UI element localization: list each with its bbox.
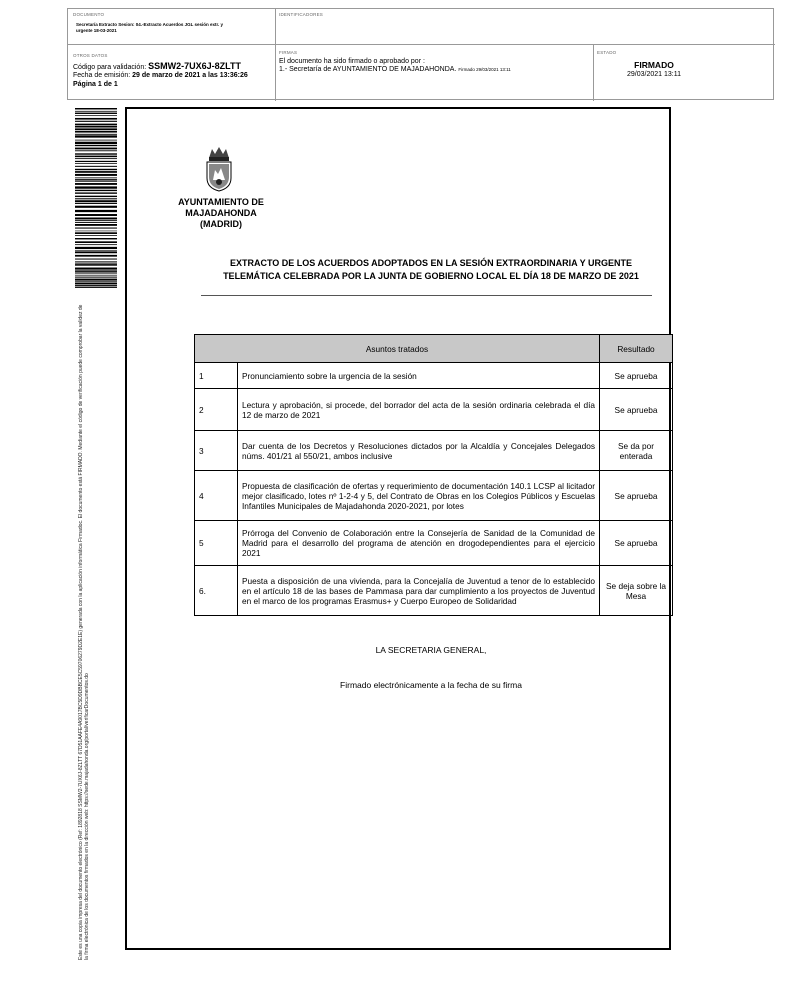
coat-of-arms-icon bbox=[204, 146, 234, 192]
row-resultado: Se aprueba bbox=[600, 389, 673, 431]
table-header-row bbox=[195, 335, 673, 363]
row-number: 6. bbox=[195, 566, 238, 616]
firmas-line1: El documento ha sido firmado o aprobado por : bbox=[279, 58, 425, 65]
council-line1: AYUNTAMIENTO DE bbox=[178, 197, 264, 207]
row-resultado: Se aprueba bbox=[600, 521, 673, 566]
table-row bbox=[195, 363, 673, 389]
firma-electronica: Firmado electrónicamente a la fecha de su firma bbox=[340, 680, 522, 690]
documento-label: DOCUMENTO bbox=[73, 12, 105, 17]
header-asuntos: Asuntos tratados bbox=[195, 335, 600, 363]
barcode bbox=[75, 108, 117, 288]
document-title bbox=[196, 257, 666, 283]
identificadores-cell bbox=[276, 9, 775, 45]
row-number: 3 bbox=[195, 431, 238, 471]
header-resultado: Resultado bbox=[600, 335, 673, 363]
estado-cell bbox=[594, 45, 775, 101]
secretaria-signature: LA SECRETARIA GENERAL, bbox=[375, 645, 487, 655]
table-row bbox=[195, 389, 673, 431]
row-number: 1 bbox=[195, 363, 238, 389]
row-asunto: Pronunciamiento sobre la urgencia de la sesión bbox=[238, 363, 600, 389]
row-number: 2 bbox=[195, 389, 238, 431]
title-divider bbox=[201, 295, 652, 296]
table-row bbox=[195, 521, 673, 566]
table-row bbox=[195, 471, 673, 521]
table-row bbox=[195, 566, 673, 616]
row-asunto: Puesta a disposición de una vivienda, para la Concejalía de Juventud a tenor de lo establecido en el artículo 18 de las bases de Pammasa para dar cumplimiento a los proyectos de Juventud en el marco de los programas Erasmus+ y Cuerpo Europeo de Solidaridad bbox=[238, 566, 600, 616]
documento-text: Secretaría Extracto Sesion: 04.-Extracto Acuerdos JGL sesión extr. y urgente 18-03-2021 bbox=[76, 22, 224, 33]
row-number: 4 bbox=[195, 471, 238, 521]
row-asunto: Lectura y aprobación, si procede, del borrador del acta de la sesión ordinaria celebrada el día 12 de marzo de 2021 bbox=[238, 389, 600, 431]
firmas-date: Firmado 29/03/2021 13:11 bbox=[458, 67, 511, 72]
title-line2: TELEMÁTICA CELEBRADA POR LA JUNTA DE GOBIERNO LOCAL EL DÍA 18 DE MARZO DE 2021 bbox=[223, 271, 639, 281]
documento-cell bbox=[68, 9, 276, 45]
otros-datos-cell bbox=[68, 45, 276, 101]
row-asunto: Propuesta de clasificación de ofertas y requerimiento de documentación 140.1 LCSP al licitador mejor clasificado, lotes nº 1-2-4 y 5, del Contrato de Obras en los Colegios Públicos y Escuelas Infantiles Municipales de Majadahonda 2020-2021, por lotes bbox=[238, 471, 600, 521]
row-resultado: Se aprueba bbox=[600, 471, 673, 521]
council-name bbox=[168, 197, 274, 230]
otros-datos-label: OTROS DATOS bbox=[73, 53, 108, 58]
council-line2: MAJADAHONDA bbox=[185, 208, 257, 218]
estado-date: 29/03/2021 13:11 bbox=[627, 71, 681, 78]
table-row bbox=[195, 431, 673, 471]
estado-value: FIRMADO bbox=[634, 60, 674, 70]
fecha-emision-row bbox=[73, 72, 248, 81]
row-resultado: Se aprueba bbox=[600, 363, 673, 389]
asuntos-table bbox=[194, 334, 673, 616]
firmas-cell bbox=[276, 45, 594, 101]
pagina-indicator: Página 1 de 1 bbox=[73, 81, 118, 88]
title-line1: EXTRACTO DE LOS ACUERDOS ADOPTADOS EN LA SESIÓN EXTRAORDINARIA Y URGENTE bbox=[229, 258, 633, 268]
fecha-prefix: Fecha de emisión: bbox=[73, 72, 131, 79]
firmas-line2: 1.- Secretaría de AYUNTAMIENTO DE MAJADAHONDA. bbox=[279, 66, 457, 73]
row-asunto: Dar cuenta de los Decretos y Resoluciones dictados por la Alcaldía y Concejales Delegados núms. 401/21 al 550/21, ambos inclusive bbox=[238, 431, 600, 471]
codigo-validacion[interactable]: SSMW2-7UX6J-8ZLTT bbox=[148, 61, 241, 71]
row-number: 5 bbox=[195, 521, 238, 566]
row-resultado: Se da por enterada bbox=[600, 431, 673, 471]
fecha-emision: 29 de marzo de 2021 a las 13:36:26 bbox=[132, 72, 248, 79]
codigo-prefix: Código para validación: bbox=[73, 64, 147, 71]
council-line3: (MADRID) bbox=[200, 219, 242, 229]
estado-label: ESTADO bbox=[597, 50, 617, 55]
firmas-line2-row bbox=[279, 66, 511, 75]
firmas-label: FIRMAS bbox=[279, 50, 298, 55]
verification-side-text: Este es una copia impresa del documento electrónico (Ref: 1892818 SSMW2-7UX6J-8ZLTT 67D51AAFE4A9017BC5D9DBBCE5C59706279D2E1E) generada con la aplicación informática Firmadoc. El documento está FIRMADO. Mediante el código de verificación puede comprobar la validez de la firma electrónica de los documentos firmados en la dirección web: https://sede.majadahonda.org/portal/verificarDocumentos.do bbox=[78, 304, 91, 960]
document-header bbox=[67, 8, 774, 100]
row-resultado: Se deja sobre la Mesa bbox=[600, 566, 673, 616]
codigo-validacion-row bbox=[73, 62, 241, 73]
row-asunto: Prórroga del Convenio de Colaboración entre la Consejería de Sanidad de la Comunidad de Madrid para el desarrollo del programa de atención en drogodependientes para el ejercicio 2021 bbox=[238, 521, 600, 566]
identificadores-label: IDENTIFICADORES bbox=[279, 12, 324, 17]
